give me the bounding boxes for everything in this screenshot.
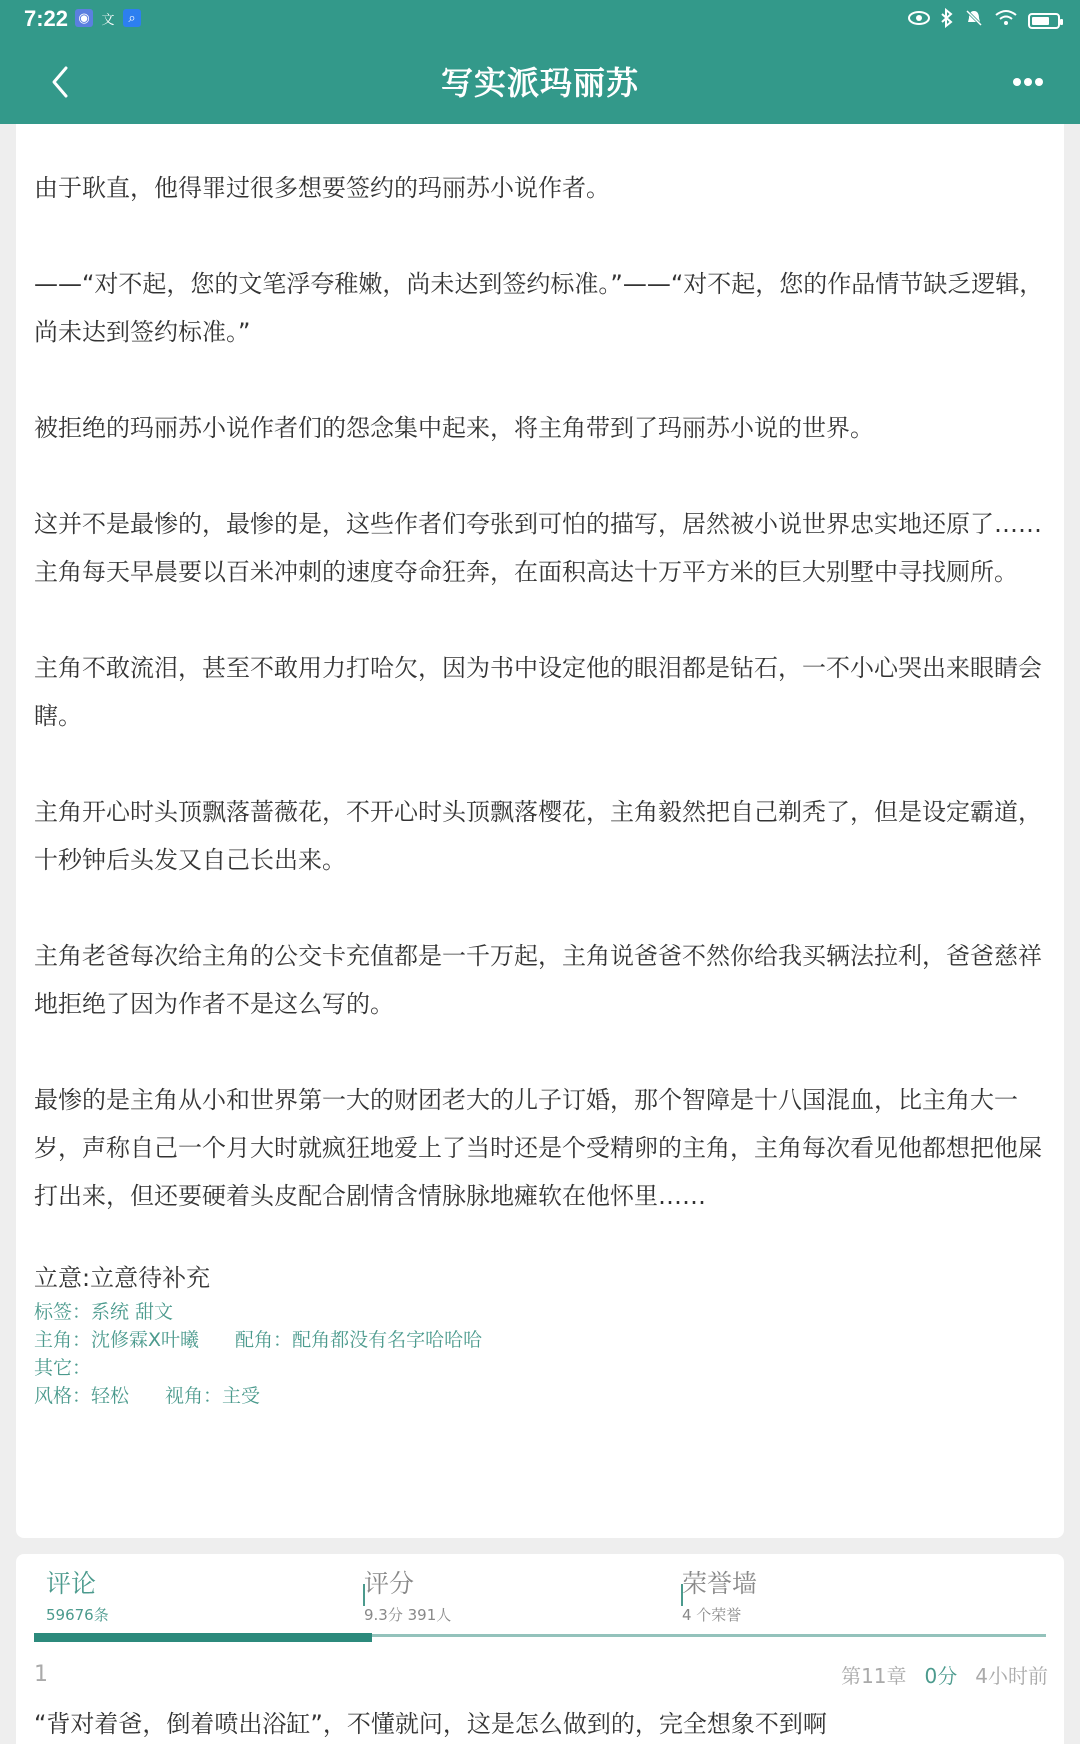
status-time: 7:22 bbox=[24, 6, 69, 31]
translate-icon: 文 bbox=[101, 12, 115, 28]
tab-honor-wall[interactable] bbox=[682, 1564, 757, 1625]
tab-rating-summary: 9.3分 391人 bbox=[364, 1606, 452, 1624]
tab-comments-label: 评论 bbox=[46, 1569, 97, 1598]
tab-active-indicator bbox=[34, 1633, 372, 1642]
reviews-section bbox=[16, 1554, 1064, 1744]
tab-comments[interactable] bbox=[46, 1564, 109, 1625]
status-bar bbox=[0, 0, 1080, 40]
characters-row bbox=[34, 1326, 1052, 1354]
theme-statement: 立意:立意待补充 bbox=[34, 1264, 211, 1292]
pov-value: 主受 bbox=[222, 1385, 261, 1407]
style-label: 风格： bbox=[34, 1385, 92, 1407]
supporting-value: 配角都没有名字哈哈哈 bbox=[292, 1329, 483, 1351]
bluetooth-icon bbox=[940, 8, 954, 33]
protagonist-label: 主角： bbox=[34, 1329, 92, 1351]
tags-value[interactable]: 系统 甜文 bbox=[91, 1301, 174, 1323]
page-title: 写实派玛丽苏 bbox=[440, 64, 639, 102]
synopsis-paragraph: 主角老爸每次给主角的公交卡充值都是一千万起，主角说爸爸不然你给我买辆法拉利，爸爸慈祥地拒绝了因为作者不是这么写的。 bbox=[34, 942, 1042, 1018]
search-app-icon: ⌕ bbox=[123, 9, 141, 27]
comment-meta bbox=[841, 1660, 1048, 1689]
tags-row bbox=[34, 1298, 1052, 1326]
style-value: 轻松 bbox=[91, 1385, 130, 1407]
comment-index: 1 bbox=[34, 1662, 48, 1687]
wifi-icon bbox=[994, 9, 1018, 32]
other-row bbox=[34, 1354, 1052, 1382]
protagonist-value: 沈修霖X叶曦 bbox=[91, 1329, 200, 1351]
tab-honor-wall-label: 荣誉墙 bbox=[682, 1569, 758, 1598]
comment-score: 0分 bbox=[924, 1664, 958, 1688]
synopsis-paragraph: ——“对不起，您的文笔浮夸稚嫩，尚未达到签约标准。”——“对不起，您的作品情节缺乏逻辑，尚未达到签约标准。” bbox=[34, 270, 1044, 346]
comment-chapter: 第11章 bbox=[841, 1664, 907, 1688]
more-button[interactable] bbox=[1000, 58, 1056, 106]
synopsis-paragraph: 主角每天早晨要以百米冲刺的速度夺命狂奔，在面积高达十万平方米的巨大别墅中寻找厕所。 bbox=[34, 558, 1018, 586]
synopsis-paragraph: 由于耿直，他得罪过很多想要签约的玛丽苏小说作者。 bbox=[34, 174, 610, 202]
mute-icon bbox=[964, 8, 984, 33]
battery-icon bbox=[1028, 13, 1060, 29]
comment-text[interactable]: “背对着爸，倒着喷出浴缸”，不懂就问，这是怎么做到的，完全想象不到啊 bbox=[34, 1710, 827, 1738]
more-dots-icon bbox=[1012, 77, 1044, 87]
synopsis-paragraph: 主角不敢流泪，甚至不敢用力打哈欠，因为书中设定他的眼泪都是钻石，一不小心哭出来眼睛会瞎。 bbox=[34, 654, 1042, 730]
synopsis-card bbox=[16, 124, 1064, 1538]
tab-honor-wall-count: 4 个荣誉 bbox=[682, 1606, 742, 1624]
synopsis-paragraph: 这并不是最惨的，最惨的是，这些作者们夸张到可怕的描写，居然被小说世界忠实地还原了…… bbox=[34, 510, 1042, 538]
pov-label: 视角： bbox=[165, 1385, 223, 1407]
other-label: 其它： bbox=[34, 1357, 92, 1379]
eye-icon bbox=[908, 10, 930, 31]
synopsis-content bbox=[34, 164, 1052, 1410]
tags-label: 标签： bbox=[34, 1301, 92, 1323]
synopsis-paragraph: 被拒绝的玛丽苏小说作者们的怨念集中起来，将主角带到了玛丽苏小说的世界。 bbox=[34, 414, 874, 442]
synopsis-paragraph: 最惨的是主角从小和世界第一大的财团老大的儿子订婚，那个智障是十八国混血，比主角大一岁，声称自己一个月大时就疯狂地爱上了当时还是个受精卵的主角，主角每次看见他都想把他屎打出来，但还要硬着头皮配合剧情含情脉脉地瘫软在他怀里…… bbox=[34, 1086, 1042, 1210]
comment-time: 4小时前 bbox=[975, 1664, 1048, 1688]
tab-comments-count: 59676条 bbox=[46, 1606, 109, 1624]
tab-rating-label: 评分 bbox=[364, 1569, 415, 1598]
supporting-label: 配角： bbox=[235, 1329, 293, 1351]
style-row bbox=[34, 1382, 1052, 1410]
tab-rating[interactable] bbox=[364, 1564, 451, 1625]
app-bar bbox=[0, 40, 1080, 124]
app-notification-icon: ◉ bbox=[75, 9, 93, 27]
synopsis-paragraph: 主角开心时头顶飘落蔷薇花，不开心时头顶飘落樱花，主角毅然把自己剃秃了，但是设定霸道，十秒钟后头发又自己长出来。 bbox=[34, 798, 1042, 874]
